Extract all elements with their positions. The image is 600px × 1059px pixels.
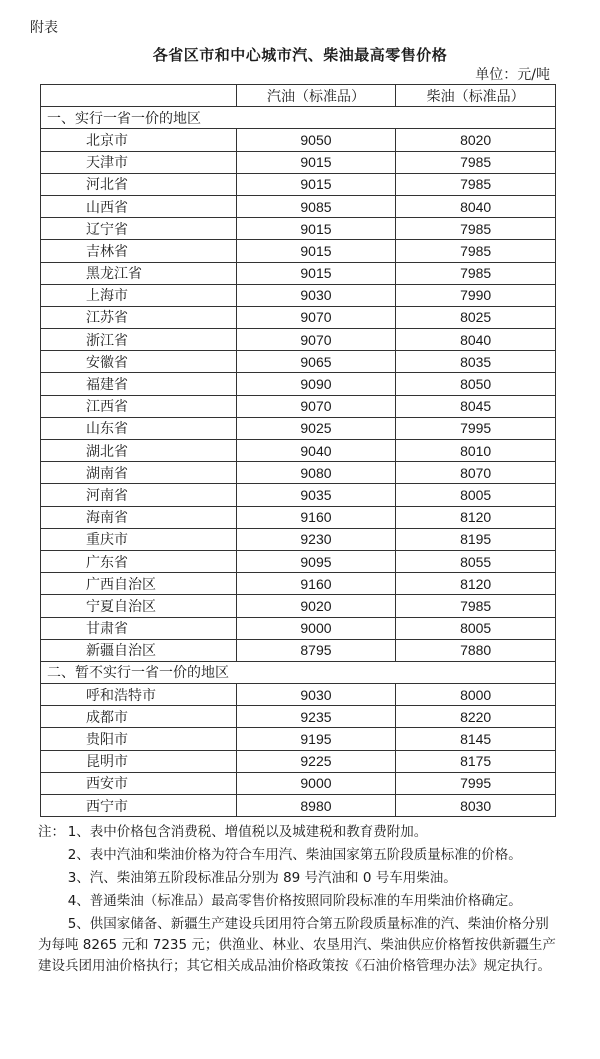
gasoline-price-cell: 9000	[236, 772, 396, 794]
diesel-price-cell: 8120	[396, 506, 556, 528]
table-row	[41, 306, 556, 328]
table-header-row	[41, 85, 556, 107]
note-item	[38, 822, 558, 843]
region-cell: 河南省	[41, 484, 237, 506]
table-row	[41, 484, 556, 506]
region-cell: 河北省	[41, 173, 237, 195]
region-cell: 宁夏自治区	[41, 595, 237, 617]
region-cell: 贵阳市	[41, 728, 237, 750]
gasoline-price-cell: 9015	[236, 240, 396, 262]
note-text: 5、供国家储备、新疆生产建设兵团用符合第五阶段质量标准的汽、柴油价格分别为每吨 8265 元和 7235 元；供渔业、林业、农垦用汽、柴油供应价格暂按供新疆生产建设兵团用油价格执行；其它相关成品油价格政策按《石油价格管理办法》规定执行。	[38, 916, 556, 974]
diesel-price-cell: 8005	[396, 484, 556, 506]
note-text: 4、普通柴油（标准品）最高零售价格按照同阶段标准的车用柴油价格确定。	[67, 893, 522, 909]
region-cell: 呼和浩特市	[41, 684, 237, 706]
diesel-price-cell: 7995	[396, 417, 556, 439]
table-row	[41, 550, 556, 572]
gasoline-price-cell: 9235	[236, 706, 396, 728]
diesel-price-cell: 8030	[396, 795, 556, 817]
section-header-row	[41, 107, 556, 129]
note-prefix: 注：	[38, 824, 65, 840]
gasoline-price-cell: 9035	[236, 484, 396, 506]
region-cell: 西宁市	[41, 795, 237, 817]
region-cell: 湖北省	[41, 440, 237, 462]
table-row	[41, 195, 556, 217]
diesel-price-cell: 8050	[396, 373, 556, 395]
gasoline-price-cell: 9000	[236, 617, 396, 639]
header-region	[41, 85, 237, 107]
table-row	[41, 772, 556, 794]
diesel-price-cell: 8025	[396, 306, 556, 328]
region-cell: 北京市	[41, 129, 237, 151]
note-text: 2、表中汽油和柴油价格为符合车用汽、柴油国家第五阶段质量标准的价格。	[67, 847, 522, 863]
table-row	[41, 617, 556, 639]
region-cell: 昆明市	[41, 750, 237, 772]
table-row	[41, 728, 556, 750]
table-row	[41, 795, 556, 817]
header-gasoline: 汽油（标准品）	[236, 85, 396, 107]
region-cell: 江苏省	[41, 306, 237, 328]
gasoline-price-cell: 9050	[236, 129, 396, 151]
section-label: 二、暂不实行一省一价的地区	[41, 661, 556, 683]
note-text: 1、表中价格包含消费税、增值税以及城建税和教育费附加。	[67, 824, 428, 840]
diesel-price-cell: 7985	[396, 151, 556, 173]
table-row	[41, 684, 556, 706]
gasoline-price-cell: 9080	[236, 462, 396, 484]
region-cell: 甘肃省	[41, 617, 237, 639]
table-row	[41, 329, 556, 351]
gasoline-price-cell: 9020	[236, 595, 396, 617]
region-cell: 广西自治区	[41, 573, 237, 595]
diesel-price-cell: 7985	[396, 595, 556, 617]
gasoline-price-cell: 9070	[236, 395, 396, 417]
note-item	[38, 868, 558, 889]
table-row	[41, 218, 556, 240]
region-cell: 西安市	[41, 772, 237, 794]
diesel-price-cell: 8040	[396, 329, 556, 351]
table-row	[41, 284, 556, 306]
table-row	[41, 528, 556, 550]
region-cell: 广东省	[41, 550, 237, 572]
section-header-row	[41, 661, 556, 683]
table-row	[41, 750, 556, 772]
diesel-price-cell: 8120	[396, 573, 556, 595]
gasoline-price-cell: 9230	[236, 528, 396, 550]
region-cell: 上海市	[41, 284, 237, 306]
gasoline-price-cell: 8980	[236, 795, 396, 817]
region-cell: 山西省	[41, 195, 237, 217]
table-row	[41, 462, 556, 484]
price-table	[40, 84, 556, 817]
diesel-price-cell: 7880	[396, 639, 556, 661]
table-row	[41, 395, 556, 417]
gasoline-price-cell: 9065	[236, 351, 396, 373]
table-row	[41, 240, 556, 262]
gasoline-price-cell: 9095	[236, 550, 396, 572]
table-row	[41, 151, 556, 173]
appendix-label: 附表	[30, 20, 58, 36]
table-row	[41, 373, 556, 395]
gasoline-price-cell: 9085	[236, 195, 396, 217]
gasoline-price-cell: 9015	[236, 151, 396, 173]
table-row	[41, 129, 556, 151]
table-row	[41, 440, 556, 462]
gasoline-price-cell: 9030	[236, 284, 396, 306]
region-cell: 辽宁省	[41, 218, 237, 240]
table-body	[41, 107, 556, 817]
note-item	[38, 845, 558, 866]
region-cell: 浙江省	[41, 329, 237, 351]
table-row	[41, 417, 556, 439]
diesel-price-cell: 8005	[396, 617, 556, 639]
gasoline-price-cell: 9090	[236, 373, 396, 395]
diesel-price-cell: 8145	[396, 728, 556, 750]
diesel-price-cell: 8035	[396, 351, 556, 373]
region-cell: 湖南省	[41, 462, 237, 484]
diesel-price-cell: 7985	[396, 173, 556, 195]
diesel-price-cell: 7990	[396, 284, 556, 306]
section-label: 一、实行一省一价的地区	[41, 107, 556, 129]
region-cell: 成都市	[41, 706, 237, 728]
diesel-price-cell: 8000	[396, 684, 556, 706]
diesel-price-cell: 7985	[396, 240, 556, 262]
gasoline-price-cell: 9070	[236, 306, 396, 328]
diesel-price-cell: 8040	[396, 195, 556, 217]
region-cell: 福建省	[41, 373, 237, 395]
table-row	[41, 639, 556, 661]
region-cell: 海南省	[41, 506, 237, 528]
region-cell: 天津市	[41, 151, 237, 173]
diesel-price-cell: 8055	[396, 550, 556, 572]
notes	[38, 822, 558, 979]
diesel-price-cell: 8195	[396, 528, 556, 550]
diesel-price-cell: 8045	[396, 395, 556, 417]
diesel-price-cell: 8020	[396, 129, 556, 151]
region-cell: 山东省	[41, 417, 237, 439]
gasoline-price-cell: 9040	[236, 440, 396, 462]
gasoline-price-cell: 9070	[236, 329, 396, 351]
diesel-price-cell: 7985	[396, 218, 556, 240]
page-title: 各省区市和中心城市汽、柴油最高零售价格	[152, 46, 448, 64]
diesel-price-cell: 7995	[396, 772, 556, 794]
note-text: 3、汽、柴油第五阶段标准品分别为 89 号汽油和 0 号车用柴油。	[67, 870, 457, 886]
region-cell: 安徽省	[41, 351, 237, 373]
diesel-price-cell: 8010	[396, 440, 556, 462]
region-cell: 重庆市	[41, 528, 237, 550]
region-cell: 黑龙江省	[41, 262, 237, 284]
region-cell: 吉林省	[41, 240, 237, 262]
table-row	[41, 595, 556, 617]
gasoline-price-cell: 9195	[236, 728, 396, 750]
table-row	[41, 706, 556, 728]
table-row	[41, 262, 556, 284]
diesel-price-cell: 7985	[396, 262, 556, 284]
unit-label: 单位：元/吨	[475, 67, 550, 83]
gasoline-price-cell: 9160	[236, 506, 396, 528]
gasoline-price-cell: 9015	[236, 262, 396, 284]
note-item	[38, 891, 558, 912]
table-row	[41, 506, 556, 528]
gasoline-price-cell: 9225	[236, 750, 396, 772]
diesel-price-cell: 8070	[396, 462, 556, 484]
note-item	[38, 914, 558, 977]
gasoline-price-cell: 9025	[236, 417, 396, 439]
gasoline-price-cell: 9015	[236, 173, 396, 195]
header-diesel: 柴油（标准品）	[396, 85, 556, 107]
region-cell: 江西省	[41, 395, 237, 417]
diesel-price-cell: 8220	[396, 706, 556, 728]
gasoline-price-cell: 9015	[236, 218, 396, 240]
region-cell: 新疆自治区	[41, 639, 237, 661]
gasoline-price-cell: 9030	[236, 684, 396, 706]
gasoline-price-cell: 9160	[236, 573, 396, 595]
table-row	[41, 173, 556, 195]
table-row	[41, 573, 556, 595]
diesel-price-cell: 8175	[396, 750, 556, 772]
table-row	[41, 351, 556, 373]
gasoline-price-cell: 8795	[236, 639, 396, 661]
